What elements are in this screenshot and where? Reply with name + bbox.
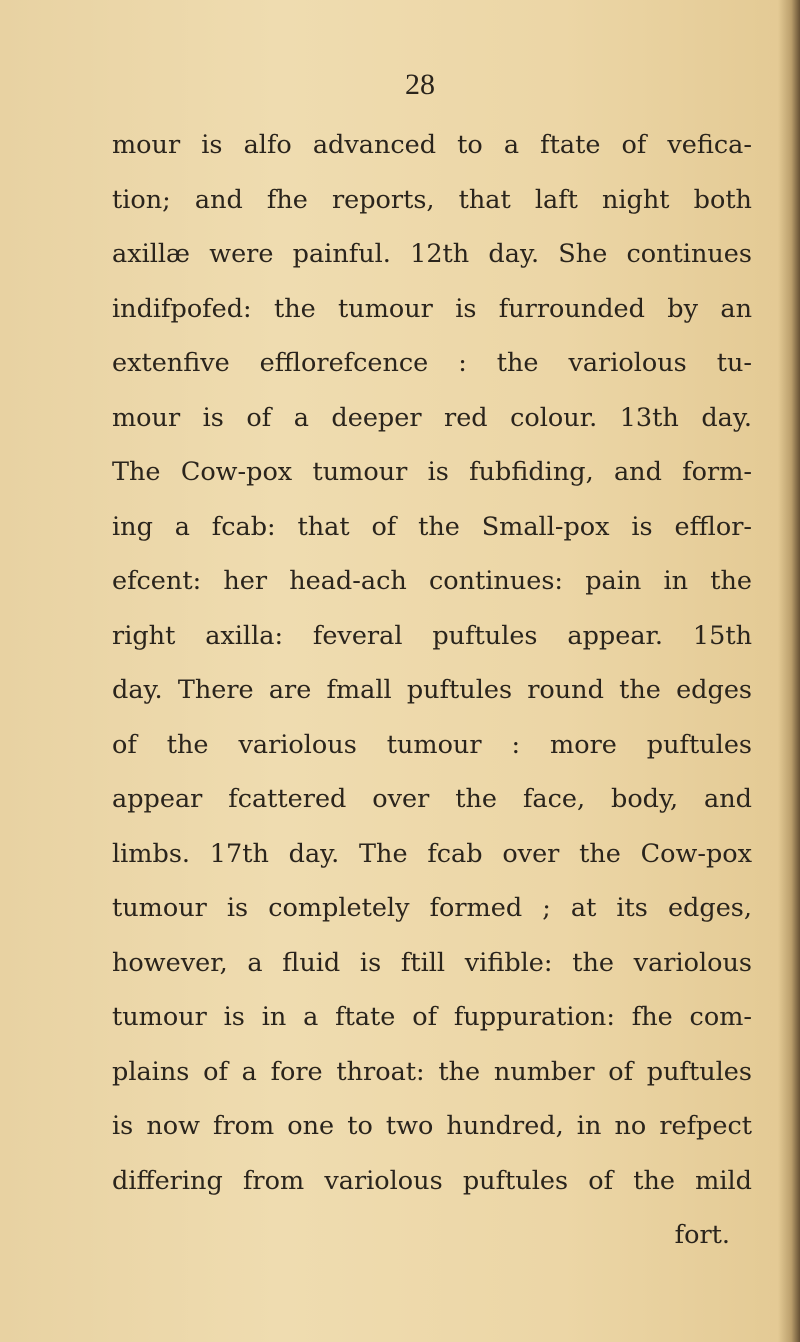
body-text (112, 118, 752, 1263)
text-line: right axilla: feveral puftules appear. 15th (112, 620, 752, 651)
text-line: day. There are fmall puftules round the edges (112, 675, 752, 705)
text-line: mour is of a deeper red colour. 13th day. (112, 402, 752, 433)
text-line: mour is alfo advanced to a ftate of vefica- (112, 130, 752, 160)
text-line: efcent: her head-ach continues: pain in the (112, 566, 752, 596)
text-line: The Cow-pox tumour is fubfiding, and form- (112, 457, 752, 487)
text-line: axillæ were painful. 12th day. She continues (112, 239, 752, 269)
text-line: is now from one to two hundred, in no refpect (112, 1111, 752, 1141)
text-line: tumour is in a ftate of fuppuration: fhe com- (112, 1002, 752, 1032)
text-line: differing from variolous puftules of the mild (112, 1165, 752, 1196)
text-line: limbs. 17th day. The fcab over the Cow-pox (112, 838, 752, 869)
catchword: fort. (674, 1220, 730, 1250)
text-line: appear fcattered over the face, body, and (112, 784, 752, 814)
text-line: ing a fcab: that of the Small-pox is efflor- (112, 511, 752, 542)
text-line: indifpofed: the tumour is furrounded by an (112, 293, 752, 324)
text-line: tion; and fhe reports, that laft night both (112, 184, 752, 215)
text-line: however, a fluid is ftill vifible: the variolous (112, 947, 752, 978)
text-line: of the variolous tumour : more puftules (112, 729, 752, 760)
page-number: 28 (405, 68, 435, 101)
page-edge-shadow (778, 0, 800, 1342)
text-line: plains of a fore throat: the number of puftules (112, 1056, 752, 1087)
text-line: extenfive efflorefcence : the variolous tu- (112, 348, 752, 378)
text-line: tumour is completely formed ; at its edges, (112, 893, 752, 923)
